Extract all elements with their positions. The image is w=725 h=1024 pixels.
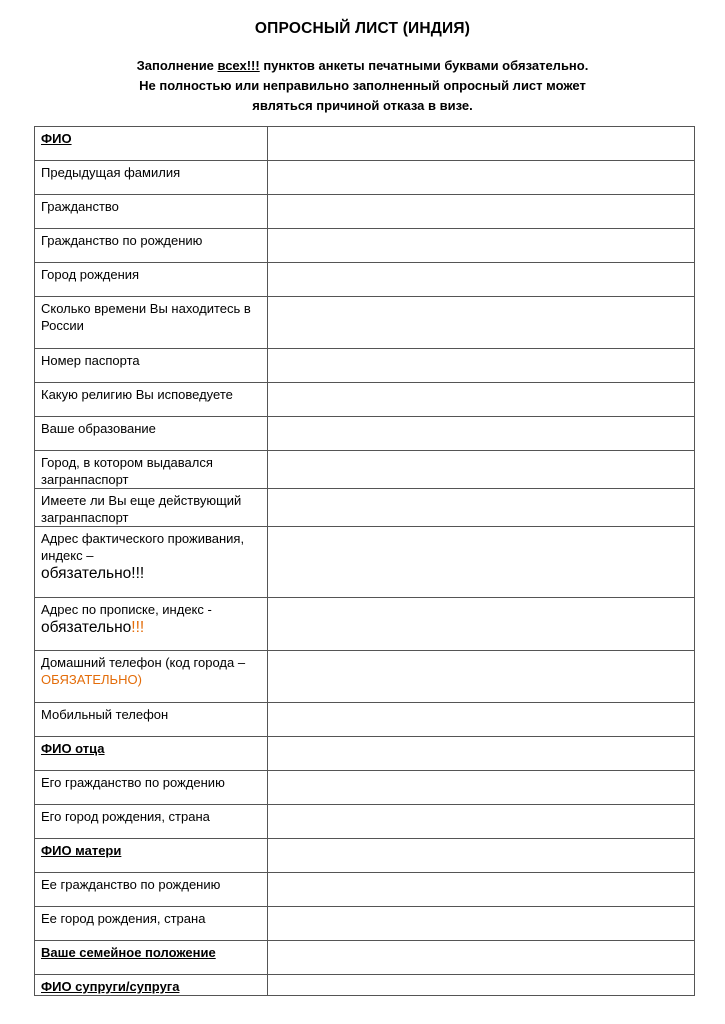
field-education[interactable] [268, 417, 695, 451]
row-other-passport [35, 489, 695, 527]
row-marital-status [35, 941, 695, 975]
label-passport-issue-city: Город, в котором выдавался загранпаспорт [35, 451, 268, 489]
row-full-name [35, 127, 695, 161]
row-mobile-phone [35, 703, 695, 737]
field-father-name[interactable] [268, 737, 695, 771]
field-father-birthplace[interactable] [268, 805, 695, 839]
row-education [35, 417, 695, 451]
label-passport-number: Номер паспорта [35, 349, 268, 383]
row-mother-birthplace [35, 907, 695, 941]
label-mother-birthplace: Ее город рождения, страна [35, 907, 268, 941]
field-religion[interactable] [268, 383, 695, 417]
label-spouse-name: ФИО супруги/супруга [35, 975, 268, 996]
field-birth-city[interactable] [268, 263, 695, 297]
field-other-passport[interactable] [268, 489, 695, 527]
row-mother-citizenship [35, 873, 695, 907]
row-passport-issue-city [35, 451, 695, 489]
questionnaire-table [34, 126, 695, 996]
notice-line-1-end: пунктов анкеты печатными буквами обязательно. [259, 58, 589, 73]
label-full-name: ФИО [35, 127, 268, 161]
label-birth-citizenship: Гражданство по рождению [35, 229, 268, 263]
row-citizenship [35, 195, 695, 229]
field-mother-citizenship[interactable] [268, 873, 695, 907]
row-mother-name [35, 839, 695, 873]
label-home-phone-text: Домашний телефон (код города – [41, 655, 246, 670]
row-father-name [35, 737, 695, 771]
field-actual-address[interactable] [268, 527, 695, 598]
row-birth-citizenship [35, 229, 695, 263]
field-birth-citizenship[interactable] [268, 229, 695, 263]
notice-line-3: являться причиной отказа в визе. [252, 98, 473, 113]
label-actual-address-text: Адрес фактического проживания, индекс – [41, 531, 245, 563]
field-passport-number[interactable] [268, 349, 695, 383]
label-actual-address-required: обязательно!!! [41, 565, 145, 582]
label-mobile-phone: Мобильный телефон [35, 703, 268, 737]
field-full-name[interactable] [268, 127, 695, 161]
label-religion: Какую религию Вы исповедуете [35, 383, 268, 417]
label-marital-status: Ваше семейное положение [35, 941, 268, 975]
row-father-citizenship [35, 771, 695, 805]
label-father-birthplace: Его город рождения, страна [35, 805, 268, 839]
row-time-in-russia [35, 297, 695, 349]
label-citizenship: Гражданство [35, 195, 268, 229]
label-mother-name: ФИО матери [35, 839, 268, 873]
field-previous-surname[interactable] [268, 161, 695, 195]
notice-emphasis: всех!!! [217, 58, 260, 73]
label-home-phone-required: ОБЯЗАТЕЛЬНО) [41, 672, 142, 687]
label-mother-citizenship: Ее гражданство по рождению [35, 873, 268, 907]
notice-line-1-start: Заполнение [136, 58, 218, 73]
row-passport-number [35, 349, 695, 383]
field-registered-address[interactable] [268, 598, 695, 651]
field-mother-birthplace[interactable] [268, 907, 695, 941]
label-education: Ваше образование [35, 417, 268, 451]
field-mobile-phone[interactable] [268, 703, 695, 737]
label-registered-address-text: Адрес по прописке, индекс - [41, 602, 212, 617]
label-father-citizenship: Его гражданство по рождению [35, 771, 268, 805]
notice-line-2: Не полностью или неправильно заполненный опросный лист может [139, 78, 586, 93]
field-spouse-name[interactable] [268, 975, 695, 996]
notice-line-1 [0, 56, 725, 76]
label-registered-address-exclaim: !!! [131, 619, 145, 636]
row-actual-address [35, 527, 695, 598]
label-registered-address [35, 598, 268, 651]
field-citizenship[interactable] [268, 195, 695, 229]
row-father-birthplace [35, 805, 695, 839]
row-birth-city [35, 263, 695, 297]
label-registered-address-required: обязательно [41, 619, 132, 636]
label-birth-city: Город рождения [35, 263, 268, 297]
field-father-citizenship[interactable] [268, 771, 695, 805]
label-time-in-russia: Сколько времени Вы находитесь в России [35, 297, 268, 349]
row-religion [35, 383, 695, 417]
field-passport-issue-city[interactable] [268, 451, 695, 489]
row-registered-address [35, 598, 695, 651]
field-home-phone[interactable] [268, 651, 695, 703]
row-spouse-name [35, 975, 695, 996]
label-other-passport: Имеете ли Вы еще действующий загранпаспорт [35, 489, 268, 527]
label-actual-address [35, 527, 268, 598]
label-previous-surname: Предыдущая фамилия [35, 161, 268, 195]
notice [0, 56, 725, 116]
label-home-phone [35, 651, 268, 703]
field-marital-status[interactable] [268, 941, 695, 975]
label-father-name: ФИО отца [35, 737, 268, 771]
field-mother-name[interactable] [268, 839, 695, 873]
page-title: ОПРОСНЫЙ ЛИСТ (ИНДИЯ) [254, 20, 471, 37]
field-time-in-russia[interactable] [268, 297, 695, 349]
row-previous-surname [35, 161, 695, 195]
row-home-phone [35, 651, 695, 703]
